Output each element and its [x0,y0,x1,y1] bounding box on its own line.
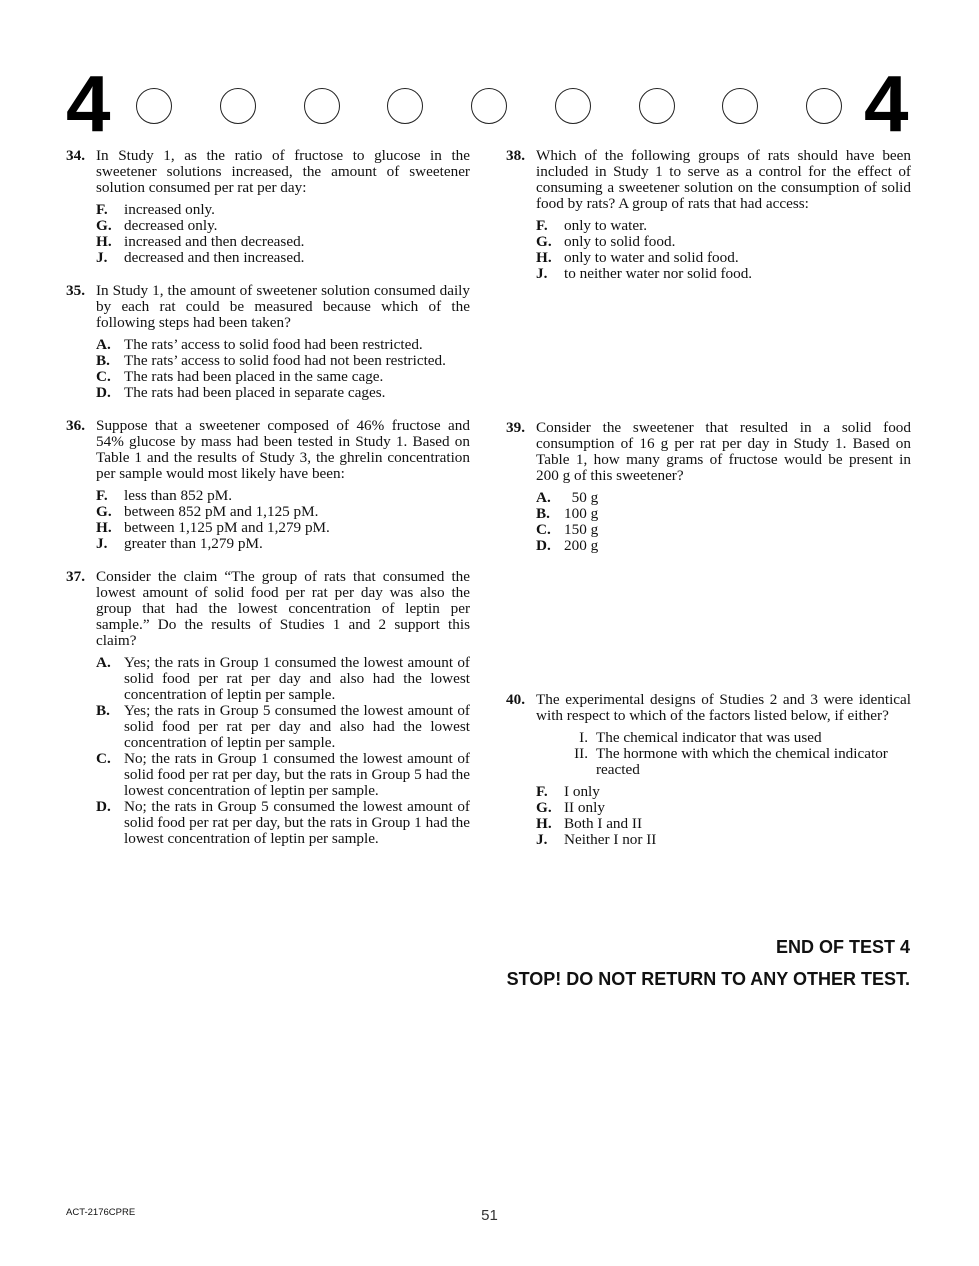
question-34 [66,148,470,266]
option-text: Neither I nor II [564,831,657,848]
answer-option-c[interactable] [536,522,911,538]
option-letter: A. [96,336,111,353]
option-text: decreased and then increased. [124,249,305,266]
answer-options [96,488,470,552]
answer-option-g[interactable] [96,504,470,520]
left-column [66,148,470,847]
answer-options [536,490,911,554]
page-number: 51 [481,1207,498,1224]
answer-option-c[interactable] [96,751,470,799]
question-stem: In Study 1, the amount of sweetener solution consumed daily by each rat could be measured because which of the following steps had been taken? [96,282,470,331]
option-letter: H. [536,249,552,266]
option-letter: F. [96,487,108,504]
answer-option-b[interactable] [536,506,911,522]
option-text: The rats’ access to solid food had not been restricted. [124,352,446,369]
answer-option-f[interactable] [536,784,911,800]
option-text: increased and then decreased. [124,233,305,250]
answer-options [536,784,911,848]
answer-option-d[interactable] [96,799,470,847]
answer-option-a[interactable] [96,337,470,353]
option-letter: J. [96,535,108,552]
form-code: ACT-2176CPRE [66,1207,136,1218]
option-letter: F. [536,217,548,234]
answer-option-f[interactable] [96,202,470,218]
question-stem: Suppose that a sweetener composed of 46% fructose and 54% glucose by mass had been tested in Study 1. Based on Table 1 and the results of Study 3, the ghrelin concentration per sample would most likely have been: [96,417,470,482]
option-letter: F. [96,201,108,218]
option-letter: J. [536,831,548,848]
option-text: increased only. [124,201,215,218]
option-letter: H. [96,519,112,536]
circle-icon [639,88,675,124]
answer-options [536,218,911,282]
answer-option-h[interactable] [536,816,911,832]
option-text: greater than 1,279 pM. [124,535,263,552]
answer-option-g[interactable] [96,218,470,234]
answer-option-f[interactable] [96,488,470,504]
answer-option-j[interactable] [96,250,470,266]
option-letter: G. [96,217,112,234]
answer-option-h[interactable] [536,250,911,266]
answer-option-g[interactable] [536,234,911,250]
option-text: The rats had been placed in separate cages. [124,384,386,401]
option-letter: H. [536,815,552,832]
section-number-left: 4 [66,59,111,148]
question-35 [66,283,470,401]
option-text: decreased only. [124,217,218,234]
roman-text: The chemical indicator that was used [596,729,822,746]
option-text: only to water. [564,217,648,234]
section-number-right: 4 [864,59,909,148]
option-letter: G. [96,503,112,520]
option-letter: G. [536,233,552,250]
question-36 [66,418,470,552]
option-letter: D. [96,384,111,401]
roman-numeral-list [536,730,911,778]
option-text: II only [564,799,605,816]
option-letter: C. [96,750,111,767]
question-number: 37. [66,568,85,585]
question-number: 34. [66,147,85,164]
question-stem: Which of the following groups of rats should have been included in Study 1 to serve as a control for the effect of consuming a sweetener solution on the consumption of solid food by rats? A group of rats that had access: [536,147,911,212]
question-number: 39. [506,419,525,436]
circle-icon [722,88,758,124]
option-text: less than 852 pM. [124,487,232,504]
option-text: between 1,125 pM and 1,279 pM. [124,519,330,536]
option-text: 200 g [564,537,599,554]
answer-option-d[interactable] [536,538,911,554]
option-letter: J. [96,249,108,266]
answer-option-b[interactable] [96,353,470,369]
option-letter: H. [96,233,112,250]
roman-item-i [536,730,911,746]
question-number: 38. [506,147,525,164]
answer-option-h[interactable] [96,520,470,536]
option-text: only to solid food. [564,233,676,250]
option-text: 50 g [564,489,599,506]
option-text: I only [564,783,600,800]
answer-options [96,337,470,401]
answer-option-b[interactable] [96,703,470,751]
roman-item-ii [536,746,911,778]
answer-option-j[interactable] [96,536,470,552]
option-text: only to water and solid food. [564,249,739,266]
answer-option-a[interactable] [96,655,470,703]
option-letter: D. [96,798,111,815]
circle-icon [555,88,591,124]
option-text: to neither water nor solid food. [564,265,753,282]
roman-numeral: I. [579,729,588,746]
answer-option-g[interactable] [536,800,911,816]
question-40 [506,692,911,848]
answer-options [96,202,470,266]
question-number: 35. [66,282,85,299]
option-letter: A. [96,654,111,671]
question-39 [506,420,911,554]
question-stem: Consider the sweetener that resulted in a solid food consumption of 16 g per rat per day in Study 1. Based on Table 1, how many grams of fructose would be present in 200 g of this sweetener? [536,419,911,484]
stop-instruction: STOP! DO NOT RETURN TO ANY OTHER TEST. [506,969,910,989]
option-letter: B. [536,505,550,522]
roman-numeral: II. [574,745,588,762]
right-column [506,148,911,848]
answer-options [96,655,470,847]
option-letter: F. [536,783,548,800]
question-stem: The experimental designs of Studies 2 and 3 were identical with respect to which of the factors listed below, if either? [536,691,911,724]
roman-text: The hormone with which the chemical indicator reacted [596,745,888,778]
option-letter: A. [536,489,551,506]
option-text: between 852 pM and 1,125 pM. [124,503,319,520]
question-38 [506,148,911,282]
circle-icon [387,88,423,124]
end-of-test-heading: END OF TEST 4 [775,937,910,957]
option-text: No; the rats in Group 5 consumed the lowest amount of solid food per rat per day, but the rats in Group 1 had the lowest concentration of leptin per sample. [124,798,470,847]
option-text: Yes; the rats in Group 1 consumed the lowest amount of solid food per rat per day and also had the lowest concentration of leptin per sample. [124,654,470,703]
question-37 [66,569,470,847]
option-text: No; the rats in Group 1 consumed the lowest amount of solid food per rat per day, but the rats in Group 5 had the lowest concentration of leptin per sample. [124,750,470,799]
answer-option-c[interactable] [96,369,470,385]
answer-option-j[interactable] [536,832,911,848]
circle-icon [304,88,340,124]
option-letter: B. [96,352,110,369]
option-letter: C. [536,521,551,538]
question-number: 36. [66,417,85,434]
circle-icon [136,88,172,124]
question-stem: In Study 1, as the ratio of fructose to glucose in the sweetener solutions increased, the amount of sweetener solution consumed per rat per day: [96,147,470,196]
option-text: Yes; the rats in Group 5 consumed the lowest amount of solid food per rat per day and also had the lowest concentration of leptin per sample. [124,702,470,751]
option-text: 100 g [564,505,599,522]
option-letter: G. [536,799,552,816]
question-number: 40. [506,691,525,708]
header-circle-row [136,88,842,128]
end-of-test-block [507,936,910,990]
option-text: Both I and II [564,815,643,832]
option-text: The rats had been placed in the same cage. [124,368,384,385]
question-stem: Consider the claim “The group of rats that consumed the lowest amount of solid food per rat per day was also the group that had the lowest concentration of leptin per sample.” Do the results of Studies 1 and 2 support this claim? [96,568,470,649]
option-letter: B. [96,702,110,719]
option-letter: D. [536,537,551,554]
option-text: 150 g [564,521,599,538]
option-letter: C. [96,368,111,385]
option-text: The rats’ access to solid food had been restricted. [124,336,423,353]
answer-option-h[interactable] [96,234,470,250]
answer-option-j[interactable] [536,266,911,282]
circle-icon [471,88,507,124]
answer-option-d[interactable] [96,385,470,401]
option-letter: J. [536,265,548,282]
circle-icon [806,88,842,124]
answer-option-f[interactable] [536,218,911,234]
circle-icon [220,88,256,124]
answer-option-a[interactable] [536,490,911,506]
